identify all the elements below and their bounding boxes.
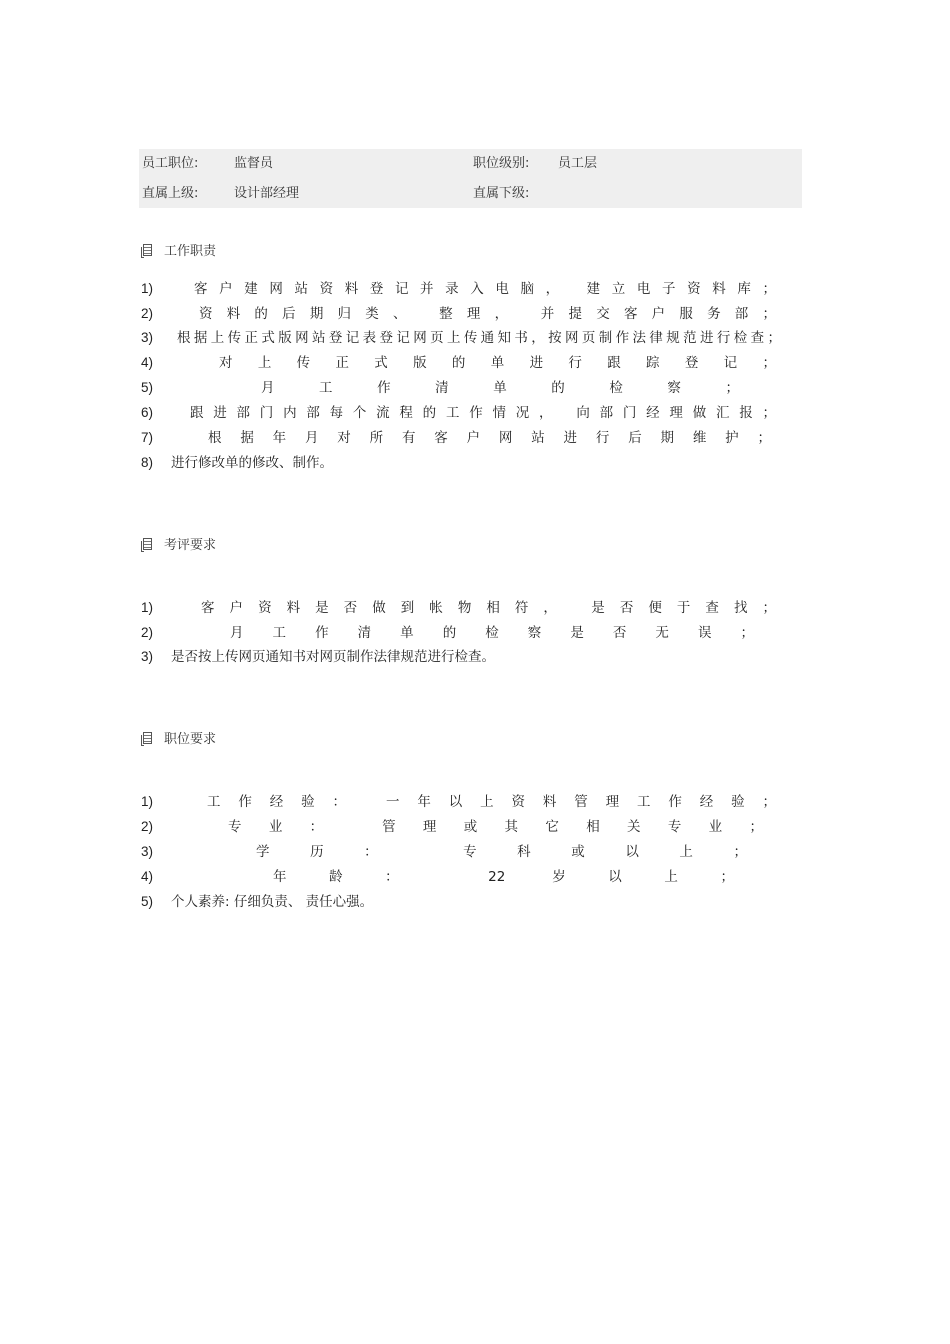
position-value: 监督员 bbox=[234, 156, 274, 171]
list-item bbox=[139, 453, 789, 473]
item-number: 5) bbox=[141, 380, 154, 395]
item-number: 1) bbox=[141, 281, 154, 296]
section-title: 考评要求 bbox=[164, 538, 217, 553]
item-text: 根据年月对所有客户网站进行后期维护； bbox=[208, 430, 771, 446]
list-item bbox=[139, 304, 789, 324]
list-item bbox=[139, 378, 789, 398]
section-title: 工作职责 bbox=[164, 244, 217, 259]
list-item bbox=[139, 428, 789, 448]
item-number: 8) bbox=[141, 455, 154, 470]
item-number: 5) bbox=[141, 894, 154, 909]
item-text: 个人素养: 仔细负责、 责任心强。 bbox=[171, 894, 374, 910]
item-number: 6) bbox=[141, 405, 154, 420]
item-number: 2) bbox=[141, 819, 154, 834]
item-text: 专业： 管理或其它相关专业； bbox=[228, 819, 763, 835]
item-number: 1) bbox=[141, 600, 154, 615]
level-label: 职位级别: bbox=[473, 156, 530, 171]
item-text: 跟进部门内部每个流程的工作情况， 向部门经理做汇报； bbox=[190, 405, 776, 421]
item-text: 学历： 专科或以上； bbox=[256, 844, 747, 860]
item-text: 月工作清单的检察是否无误； bbox=[230, 625, 754, 641]
position-label: 员工职位: bbox=[142, 156, 199, 171]
item-number: 4) bbox=[141, 869, 154, 884]
list-item bbox=[139, 817, 789, 837]
item-number: 1) bbox=[141, 794, 154, 809]
item-text: 工作经验： 一年以上资料管理工作经验； bbox=[207, 794, 776, 810]
item-text: 是否按上传网页通知书对网页制作法律规范进行检查。 bbox=[171, 649, 495, 665]
item-text: 月工作清单的检察； bbox=[261, 380, 739, 396]
list-item bbox=[139, 623, 789, 643]
list-item bbox=[139, 279, 789, 299]
document-icon bbox=[143, 244, 152, 256]
item-text: 资料的后期归类、 整理， 并提交客户服务部； bbox=[199, 306, 776, 322]
info-row bbox=[139, 179, 802, 208]
superior-value: 设计部经理 bbox=[234, 186, 300, 201]
list-item bbox=[139, 328, 789, 348]
list-item bbox=[139, 792, 789, 812]
list-item bbox=[139, 353, 789, 373]
subordinate-label: 直属下级: bbox=[473, 186, 530, 201]
item-number: 3) bbox=[141, 649, 154, 664]
item-text: 对上传正式版的单进行跟踪登记； bbox=[219, 355, 776, 371]
item-text: 客户资料是否做到帐物相符， 是否便于查找； bbox=[201, 600, 776, 616]
level-value: 员工层 bbox=[558, 156, 598, 171]
list-item bbox=[139, 403, 789, 423]
item-text: 根据上传正式版网站登记表登记网页上传通知书，按网页制作法律规范进行检查； bbox=[177, 330, 781, 346]
document-icon bbox=[143, 538, 152, 550]
item-number: 3) bbox=[141, 330, 154, 345]
superior-label: 直属上级: bbox=[142, 186, 199, 201]
list-item bbox=[139, 867, 789, 887]
item-number: 2) bbox=[141, 306, 154, 321]
item-text: 年龄： 22 岁以上； bbox=[273, 869, 734, 885]
document-icon bbox=[143, 732, 152, 744]
item-number: 2) bbox=[141, 625, 154, 640]
list-item bbox=[139, 598, 789, 618]
item-number: 3) bbox=[141, 844, 154, 859]
info-table bbox=[139, 149, 802, 208]
list-item bbox=[139, 842, 789, 862]
item-number: 4) bbox=[141, 355, 154, 370]
list-item bbox=[139, 892, 789, 912]
section-title: 职位要求 bbox=[164, 732, 217, 747]
list-item bbox=[139, 647, 789, 667]
item-text: 进行修改单的修改、制作。 bbox=[171, 455, 333, 471]
item-text: 客户建网站资料登记并录入电脑， 建立电子资料库； bbox=[194, 281, 776, 297]
info-row bbox=[139, 149, 802, 178]
item-number: 7) bbox=[141, 430, 154, 445]
